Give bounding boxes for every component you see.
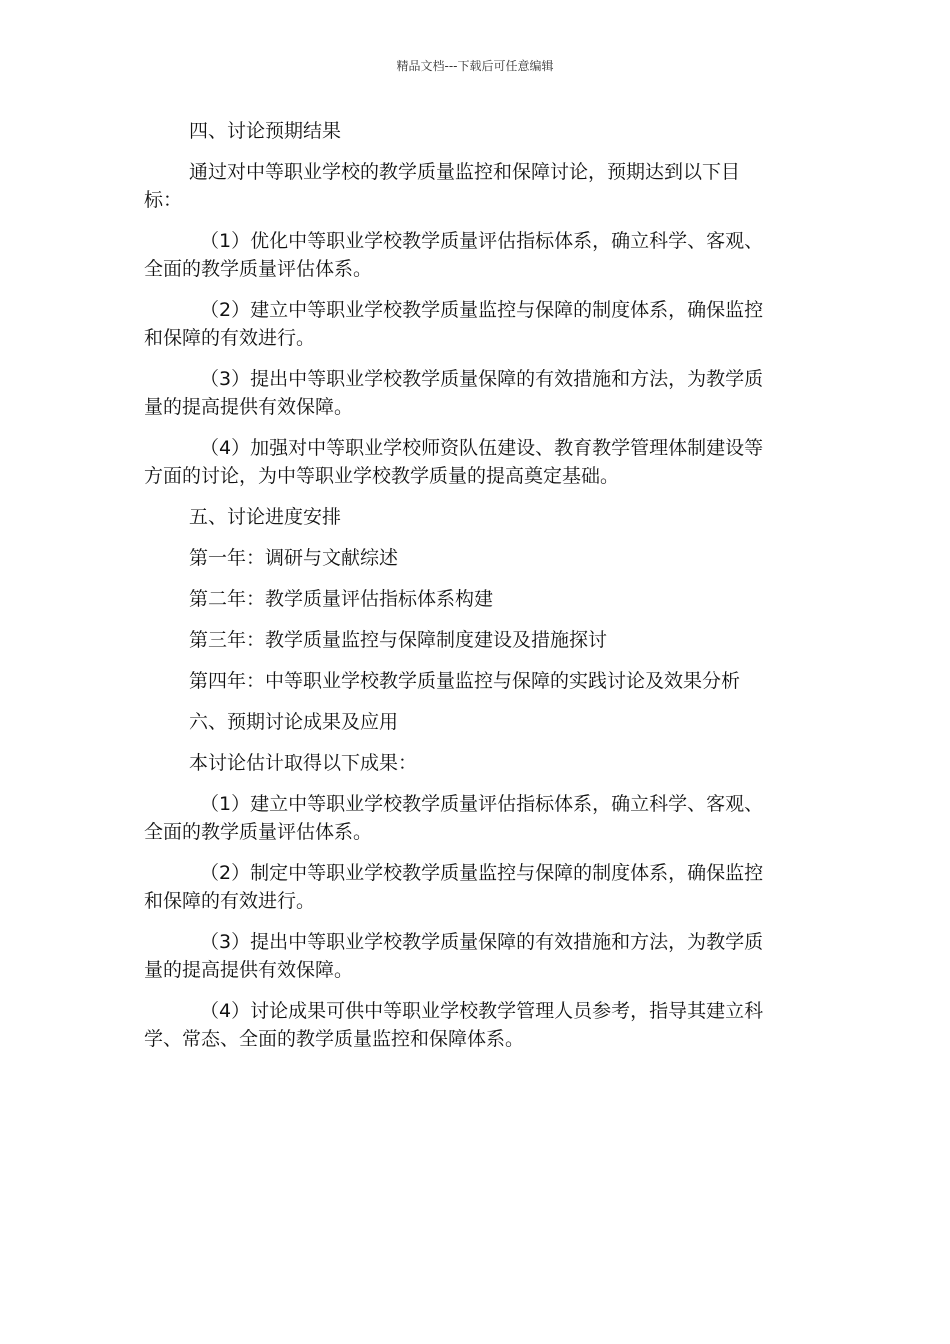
paragraph-line: （4）讨论成果可供中等职业学校教学管理人员参考，指导其建立科 [200, 1000, 764, 1022]
paragraph-line: 和保障的有效进行。 [144, 327, 316, 349]
paragraph-line: （1）优化中等职业学校教学质量评估指标体系，确立科学、客观、 [200, 230, 764, 252]
paragraph-line: 方面的讨论，为中等职业学校教学质量的提高奠定基础。 [144, 465, 620, 487]
paragraph-line: 标： [144, 189, 183, 211]
list-item [144, 928, 810, 984]
paragraph-line: 通过对中等职业学校的教学质量监控和保障讨论，预期达到以下目 [189, 161, 741, 183]
page-header: 精品文档---下载后可任意编辑 [396, 59, 554, 73]
paragraph-line: 全面的教学质量评估体系。 [144, 821, 373, 843]
section-heading-expected-results: 四、讨论预期结果 [189, 120, 342, 142]
section-heading-outcomes: 六、预期讨论成果及应用 [189, 711, 399, 733]
schedule-item: 第一年：调研与文献综述 [189, 547, 399, 569]
paragraph-line: 和保障的有效进行。 [144, 890, 316, 912]
paragraph-line: 量的提高提供有效保障。 [144, 959, 354, 981]
paragraph-line: 学、常态、全面的教学质量监控和保障体系。 [144, 1028, 525, 1050]
list-item [144, 997, 810, 1053]
paragraph-line: （2）建立中等职业学校教学质量监控与保障的制度体系，确保监控 [200, 299, 764, 321]
paragraph-line: 量的提高提供有效保障。 [144, 396, 354, 418]
paragraph-line: （2）制定中等职业学校教学质量监控与保障的制度体系，确保监控 [200, 862, 764, 884]
paragraph-line: 全面的教学质量评估体系。 [144, 258, 373, 280]
schedule-item: 第三年：教学质量监控与保障制度建设及措施探讨 [189, 629, 608, 651]
paragraph-line: （3）提出中等职业学校教学质量保障的有效措施和方法，为教学质 [200, 368, 764, 390]
paragraph-intro-outcomes: 本讨论估计取得以下成果： [189, 752, 418, 774]
paragraph-line: （4）加强对中等职业学校师资队伍建设、教育教学管理体制建设等 [200, 437, 764, 459]
list-item [144, 434, 810, 490]
list-item [144, 296, 810, 352]
paragraph-intro-goals [144, 158, 810, 214]
paragraph-line: （3）提出中等职业学校教学质量保障的有效措施和方法，为教学质 [200, 931, 764, 953]
schedule-item: 第二年：教学质量评估指标体系构建 [189, 588, 494, 610]
list-item [144, 227, 810, 283]
document-body [144, 117, 810, 1066]
list-item [144, 790, 810, 846]
section-heading-schedule: 五、讨论进度安排 [189, 506, 342, 528]
list-item [144, 365, 810, 421]
list-item [144, 859, 810, 915]
paragraph-line: （1）建立中等职业学校教学质量评估指标体系，确立科学、客观、 [200, 793, 764, 815]
schedule-item: 第四年：中等职业学校教学质量监控与保障的实践讨论及效果分析 [189, 670, 741, 692]
